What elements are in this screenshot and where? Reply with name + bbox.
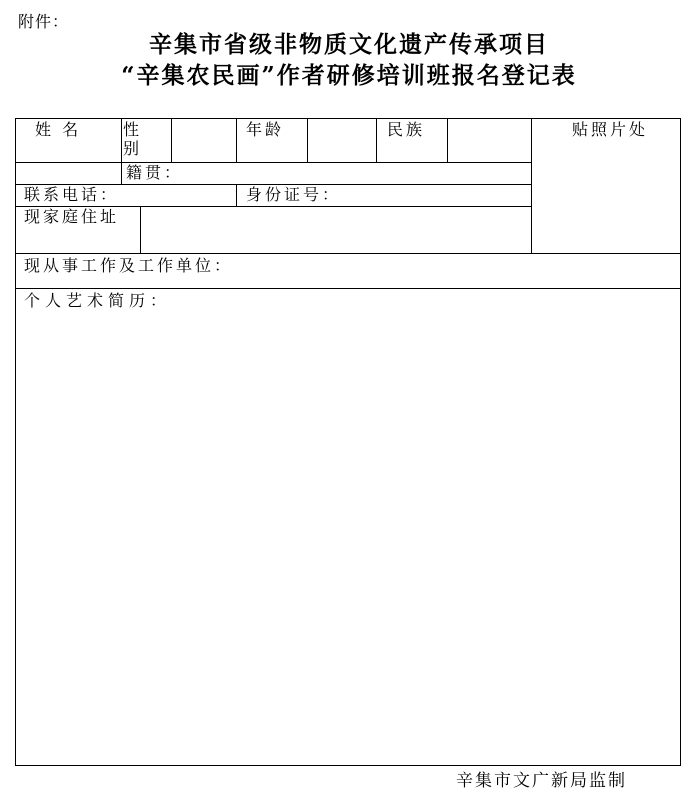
phone-label: 联系电话： <box>24 185 120 204</box>
supervisor-footer: 辛集市文广新局监制 <box>456 771 627 791</box>
id-number-label: 身份证号： <box>246 185 342 204</box>
form-title-line-2: “辛集农民画”作者研修培训班报名登记表 <box>121 62 577 89</box>
native-place-label: 籍贯： <box>126 163 184 182</box>
gender-label-line-2: 别 <box>123 139 140 158</box>
art-resume-label: 个人艺术简历： <box>24 291 172 310</box>
ethnicity-label: 民族 <box>387 120 426 139</box>
name-label: 姓 名 <box>35 120 82 139</box>
gender-label-line-1: 性 <box>123 120 140 139</box>
form-title-line-1: 辛集市省级非物质文化遗产传承项目 <box>149 31 549 58</box>
workplace-label: 现从事工作及工作单位： <box>24 256 234 275</box>
age-label: 年龄 <box>246 120 285 139</box>
attachment-label: 附件： <box>18 12 70 31</box>
home-address-label: 现家庭住址 <box>24 207 120 226</box>
photo-placeholder-label: 贴照片处 <box>572 120 649 139</box>
gender-label <box>123 120 143 158</box>
